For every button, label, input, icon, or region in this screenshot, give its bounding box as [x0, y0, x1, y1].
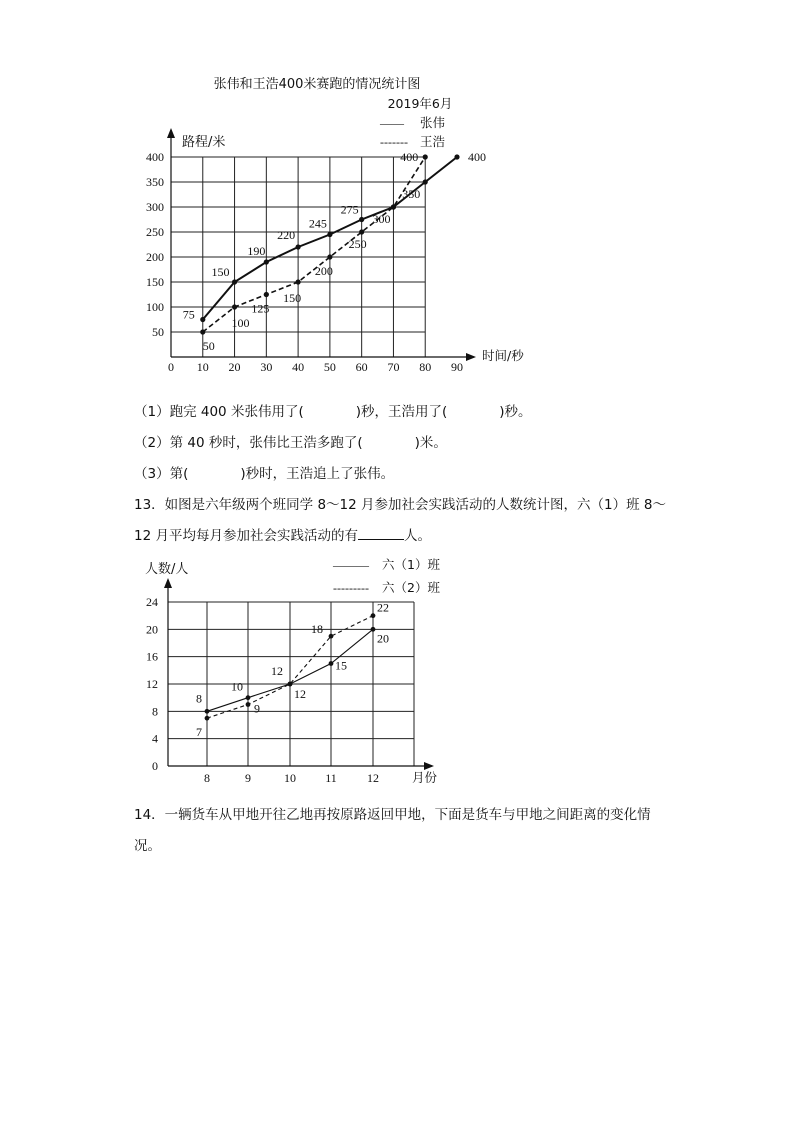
chart1-y-tick-label: 50	[152, 325, 164, 339]
chart1-data-label: 150	[283, 291, 302, 305]
chart1-x-tick-label: 0	[168, 360, 174, 374]
q12-line1-pre: （1）跑完 400 米张伟用了(	[134, 404, 304, 420]
chart2-y-tick-label: 24	[146, 595, 158, 609]
chart1-x-tick-label: 20	[228, 360, 241, 374]
chart1-data-point	[296, 244, 301, 249]
legend-label-wanghao: 王浩	[420, 134, 446, 149]
chart2-y-tick-label: 8	[152, 704, 158, 719]
chart2-data-point	[371, 613, 376, 618]
q12-line3-pre: （3）第(	[134, 466, 189, 482]
chart1-ylabel: 路程/米	[182, 135, 226, 150]
chart2-data-point	[205, 716, 210, 721]
chart1-y-tick-label: 100	[146, 300, 164, 314]
chart2-x-tick-label: 8	[204, 771, 210, 785]
q13-text-line1: 13．如图是六年级两个班同学 8～12 月参加社会实践活动的人数统计图，六（1）班 8～	[134, 497, 666, 513]
chart2-data-point	[329, 634, 334, 639]
legend-marker-wanghao: -------	[380, 135, 408, 149]
chart2-data-point	[246, 695, 251, 700]
chart1-y-tick-label: 150	[146, 275, 164, 289]
race-chart	[0, 0, 794, 400]
q13-text-line2	[134, 524, 431, 544]
chart1-x-tick-label: 50	[323, 360, 336, 374]
q12-line2-pre: （2）第 40 秒时，张伟比王浩多跑了(	[134, 435, 363, 451]
chart1-x-arrow	[466, 353, 476, 361]
q12-line1	[134, 400, 532, 420]
chart2-data-point	[288, 682, 293, 687]
chart1-data-point	[200, 317, 205, 322]
chart1-data-label: 100	[231, 316, 250, 330]
q12-line2-post: )米。	[414, 435, 447, 451]
chart1-data-label: 400	[468, 150, 486, 164]
chart1-data-point	[454, 154, 459, 159]
chart1-data-point	[200, 329, 205, 334]
chart2-data-label: 15	[335, 658, 347, 673]
chart1-data-point	[359, 217, 364, 222]
chart1-data-label: 190	[247, 244, 266, 258]
chart1-data-point	[327, 254, 332, 259]
chart1-x-tick-label: 70	[387, 360, 400, 374]
chart1-x-tick-label: 40	[292, 360, 305, 374]
chart1-data-point	[264, 259, 269, 264]
chart2-data-point	[329, 661, 334, 666]
chart2-data-label: 8	[196, 691, 202, 706]
chart1-data-label: 245	[308, 216, 327, 231]
chart1-data-label: 250	[348, 237, 367, 251]
chart1-subtitle: 2019年6月	[387, 96, 453, 111]
chart1-x-tick-label: 10	[196, 360, 209, 374]
legend-label-class1: 六（1）班	[382, 557, 440, 572]
chart2-ylabel: 人数/人	[145, 562, 189, 577]
chart1-y-tick-label: 200	[146, 250, 164, 264]
chart2-series-class1-line	[207, 629, 373, 711]
chart1-data-point	[391, 204, 396, 209]
chart1-x-tick-label: 80	[419, 360, 432, 374]
q12-line3-post: )秒时，王浩追上了张伟。	[240, 466, 395, 482]
chart1-title: 张伟和王浩400米赛跑的情况统计图	[213, 77, 421, 92]
chart1-y-tick-label: 250	[146, 225, 164, 239]
chart2-data-label: 20	[377, 631, 389, 646]
legend-marker-zhangwei: ——	[380, 116, 404, 130]
chart1-y-tick-label: 300	[146, 200, 164, 214]
q12-line3	[134, 462, 394, 482]
legend-label-class2: 六（2）班	[382, 580, 440, 595]
chart2-data-label: 12	[294, 687, 306, 701]
chart2-data-point	[288, 682, 293, 687]
q12-line1-post: )秒。	[499, 404, 532, 420]
q12-line1-mid: )秒，王浩用了(	[355, 404, 448, 420]
answer-blank-average[interactable]	[358, 527, 404, 540]
chart1-data-point	[232, 279, 237, 284]
chart2-x-arrow	[424, 762, 434, 770]
chart1-data-label: 75	[182, 307, 195, 322]
chart2-data-label: 18	[311, 622, 323, 637]
chart2-y-tick-label: 12	[146, 677, 158, 691]
chart2-x-tick-label: 10	[284, 771, 296, 785]
chart2-y-tick-label: 0	[152, 759, 158, 773]
chart2-x-tick-label: 9	[245, 771, 251, 785]
q14-text-line1: 14．一辆货车从甲地开往乙地再按原路返回甲地，下面是货车与甲地之间距离的变化情	[134, 807, 651, 823]
chart2-y-tick-label: 20	[146, 622, 158, 637]
chart1-x-tick-label: 90	[451, 360, 463, 374]
q13-text-pre: 12 月平均每月参加社会实践活动的有	[134, 528, 358, 544]
q12-line2	[134, 431, 447, 451]
chart1-data-label: 400	[400, 150, 419, 164]
chart2-x-tick-label: 12	[367, 771, 379, 785]
chart2-data-label: 10	[231, 679, 243, 694]
chart1-data-label: 350	[402, 187, 421, 201]
chart1-data-point	[232, 304, 237, 309]
chart1-data-label: 125	[251, 301, 270, 316]
legend-label-zhangwei: 张伟	[420, 115, 446, 130]
chart1-xlabel: 时间/秒	[482, 348, 524, 363]
chart1-y-arrow	[167, 128, 175, 138]
chart1-data-point	[296, 279, 301, 284]
chart2-legend	[332, 557, 440, 595]
chart2-y-tick-label: 4	[152, 731, 158, 746]
chart1-x-tick-label: 60	[355, 360, 368, 374]
chart2-series-class2-line	[207, 616, 373, 719]
chart2-y-tick-label: 16	[146, 649, 158, 664]
chart1-data-point	[423, 154, 428, 159]
chart2-data-point	[246, 702, 251, 707]
chart2-data-label: 12	[271, 664, 283, 678]
chart1-data-point	[423, 179, 428, 184]
q14-text-line2: 况。	[134, 838, 161, 854]
chart1-data-label: 200	[314, 264, 333, 278]
legend-marker-class1: ———	[333, 558, 369, 572]
chart2-x-tick-label: 11	[325, 771, 337, 785]
chart2-data-label: 9	[254, 701, 260, 716]
chart1-data-point	[327, 232, 332, 237]
chart1-x-tick-label: 30	[260, 360, 273, 374]
chart1-data-label: 150	[211, 265, 230, 279]
chart1-data-label: 220	[277, 228, 296, 242]
chart2-data-point	[371, 627, 376, 632]
chart1-data-point	[359, 229, 364, 234]
chart1-data-label: 275	[340, 202, 359, 217]
legend-marker-class2: ---------	[333, 581, 369, 595]
chart2-xlabel: 月份	[412, 770, 438, 785]
chart1-data-point	[264, 292, 269, 297]
chart2-y-arrow	[164, 578, 172, 588]
chart1-legend	[379, 115, 446, 149]
chart2-data-point	[205, 709, 210, 714]
chart2-data-label: 7	[196, 725, 202, 740]
chart1-data-label: 50	[202, 339, 215, 353]
chart1-data-label: 300	[372, 212, 391, 226]
chart1-y-tick-label: 350	[146, 175, 164, 189]
chart1-y-tick-label: 400	[146, 150, 164, 164]
chart2-data-label: 22	[377, 600, 389, 615]
q13-text-post: 人。	[403, 528, 431, 544]
